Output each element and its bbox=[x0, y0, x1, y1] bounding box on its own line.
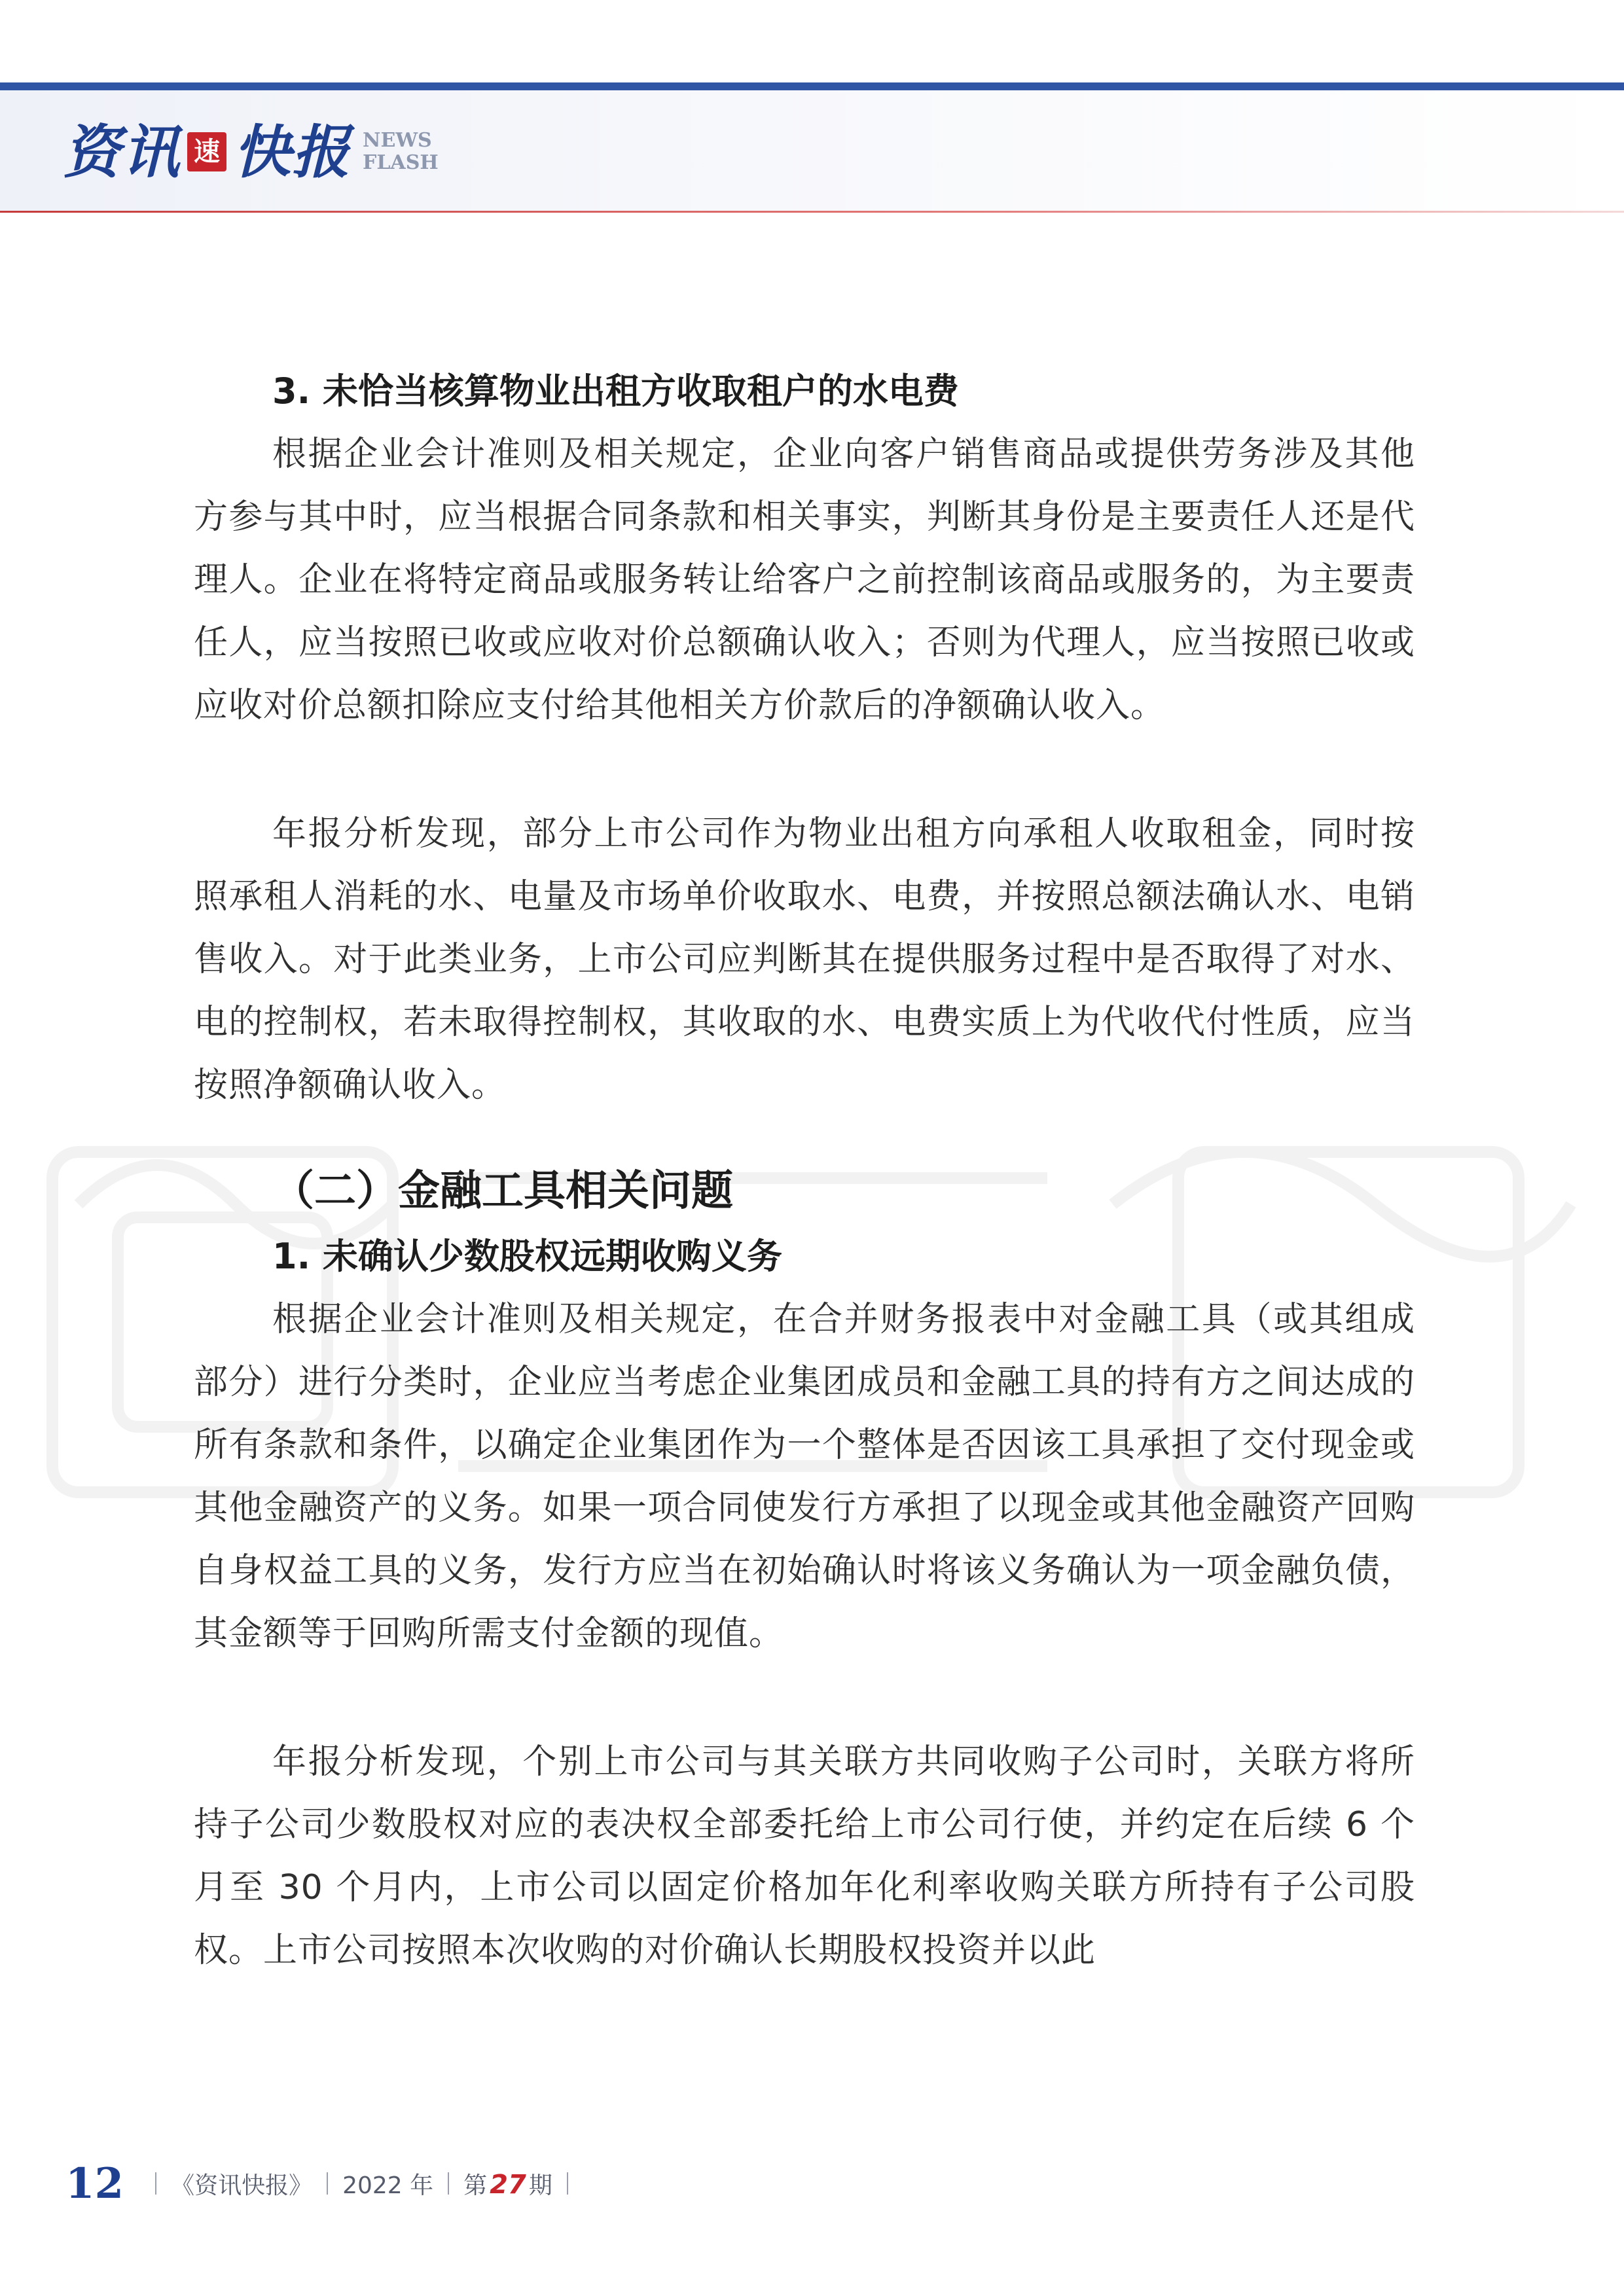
paragraph-spacer bbox=[194, 1117, 1415, 1157]
header-top-rule bbox=[0, 82, 1624, 90]
footer-divider bbox=[567, 2172, 568, 2195]
paragraph-spacer bbox=[194, 1665, 1415, 1731]
footer-issue-number: 27 bbox=[490, 2169, 526, 2200]
footer-issue-suffix: 期 bbox=[528, 2172, 552, 2199]
paragraph-3: 根据企业会计准则及相关规定，在合并财务报表中对金融工具（或其组成部分）进行分类时，企业应当考虑企业集团成员和金融工具的持有方之间达成的所有条款和条件，以确定企业集团作为一个整体是否因该工具承担了交付现金或其他金融资产的义务。如果一项合同使发行方承担了以现金或其他金融资产回购自身权益工具的义务，发行方应当在初始确认时将该义务确认为一项金融负债，其金额等于回购所需支付金额的现值。 bbox=[194, 1300, 1415, 1653]
subsection-heading-1: 1. 未确认少数股权远期收购义务 bbox=[272, 1236, 782, 1277]
section-heading-2: （二）金融工具相关问题 bbox=[272, 1167, 733, 1215]
masthead-seal-icon: 速 bbox=[187, 132, 226, 171]
footer-issue-prefix: 第 bbox=[463, 2172, 488, 2199]
header-bottom-rule bbox=[0, 211, 1624, 213]
footer-year: 2022 年 bbox=[342, 2172, 434, 2199]
article-body bbox=[194, 360, 1415, 1982]
paragraph-spacer bbox=[194, 737, 1415, 802]
paragraph-2: 年报分析发现，部分上市公司作为物业出租方向承租人收取租金，同时按照承租人消耗的水、电量及市场单价收取水、电费，并按照总额法确认水、电销售收入。对于此类业务，上市公司应判断其在提供服务过程中是否取得了对水、电的控制权，若未取得控制权，其收取的水、电费实质上为代收代付性质，应当按照净额确认收入。 bbox=[194, 814, 1415, 1105]
masthead-title-right: 快报 bbox=[233, 118, 352, 186]
masthead-title-left: 资讯 bbox=[63, 118, 181, 186]
footer-divider bbox=[448, 2172, 449, 2195]
masthead-english-line2: FLASH bbox=[363, 151, 439, 174]
masthead-english-line1: NEWS bbox=[363, 129, 432, 152]
page-number: 12 bbox=[65, 2159, 124, 2208]
footer-publication: 《资讯快报》 bbox=[171, 2172, 313, 2199]
subsection-heading-3: 3. 未恰当核算物业出租方收取租户的水电费 bbox=[272, 370, 959, 412]
paragraph-4: 年报分析发现，个别上市公司与其关联方共同收购子公司时，关联方将所持子公司少数股权对应的表决权全部委托给上市公司行使，并约定在后续 6 个月至 30 个月内，上市公司以固定价格加年化利率收购关联方所持有子公司股权。上市公司按照本次收购的对价确认长期股权投资并以此 bbox=[194, 1742, 1415, 1970]
footer-divider bbox=[327, 2172, 328, 2195]
page-footer bbox=[65, 2157, 583, 2210]
footer-issue bbox=[463, 2167, 552, 2200]
masthead-english bbox=[363, 130, 439, 174]
footer-divider bbox=[155, 2172, 156, 2195]
paragraph-1: 根据企业会计准则及相关规定，企业向客户销售商品或提供劳务涉及其他方参与其中时，应当根据合同条款和相关事实，判断其身份是主要责任人还是代理人。企业在将特定商品或服务转让给客户之前控制该商品或服务的，为主要责任人，应当按照已收或应收对价总额确认收入；否则为代理人，应当按照已收或应收对价总额扣除应支付给其他相关方价款后的净额确认收入。 bbox=[194, 435, 1415, 725]
masthead-logo bbox=[63, 113, 439, 191]
